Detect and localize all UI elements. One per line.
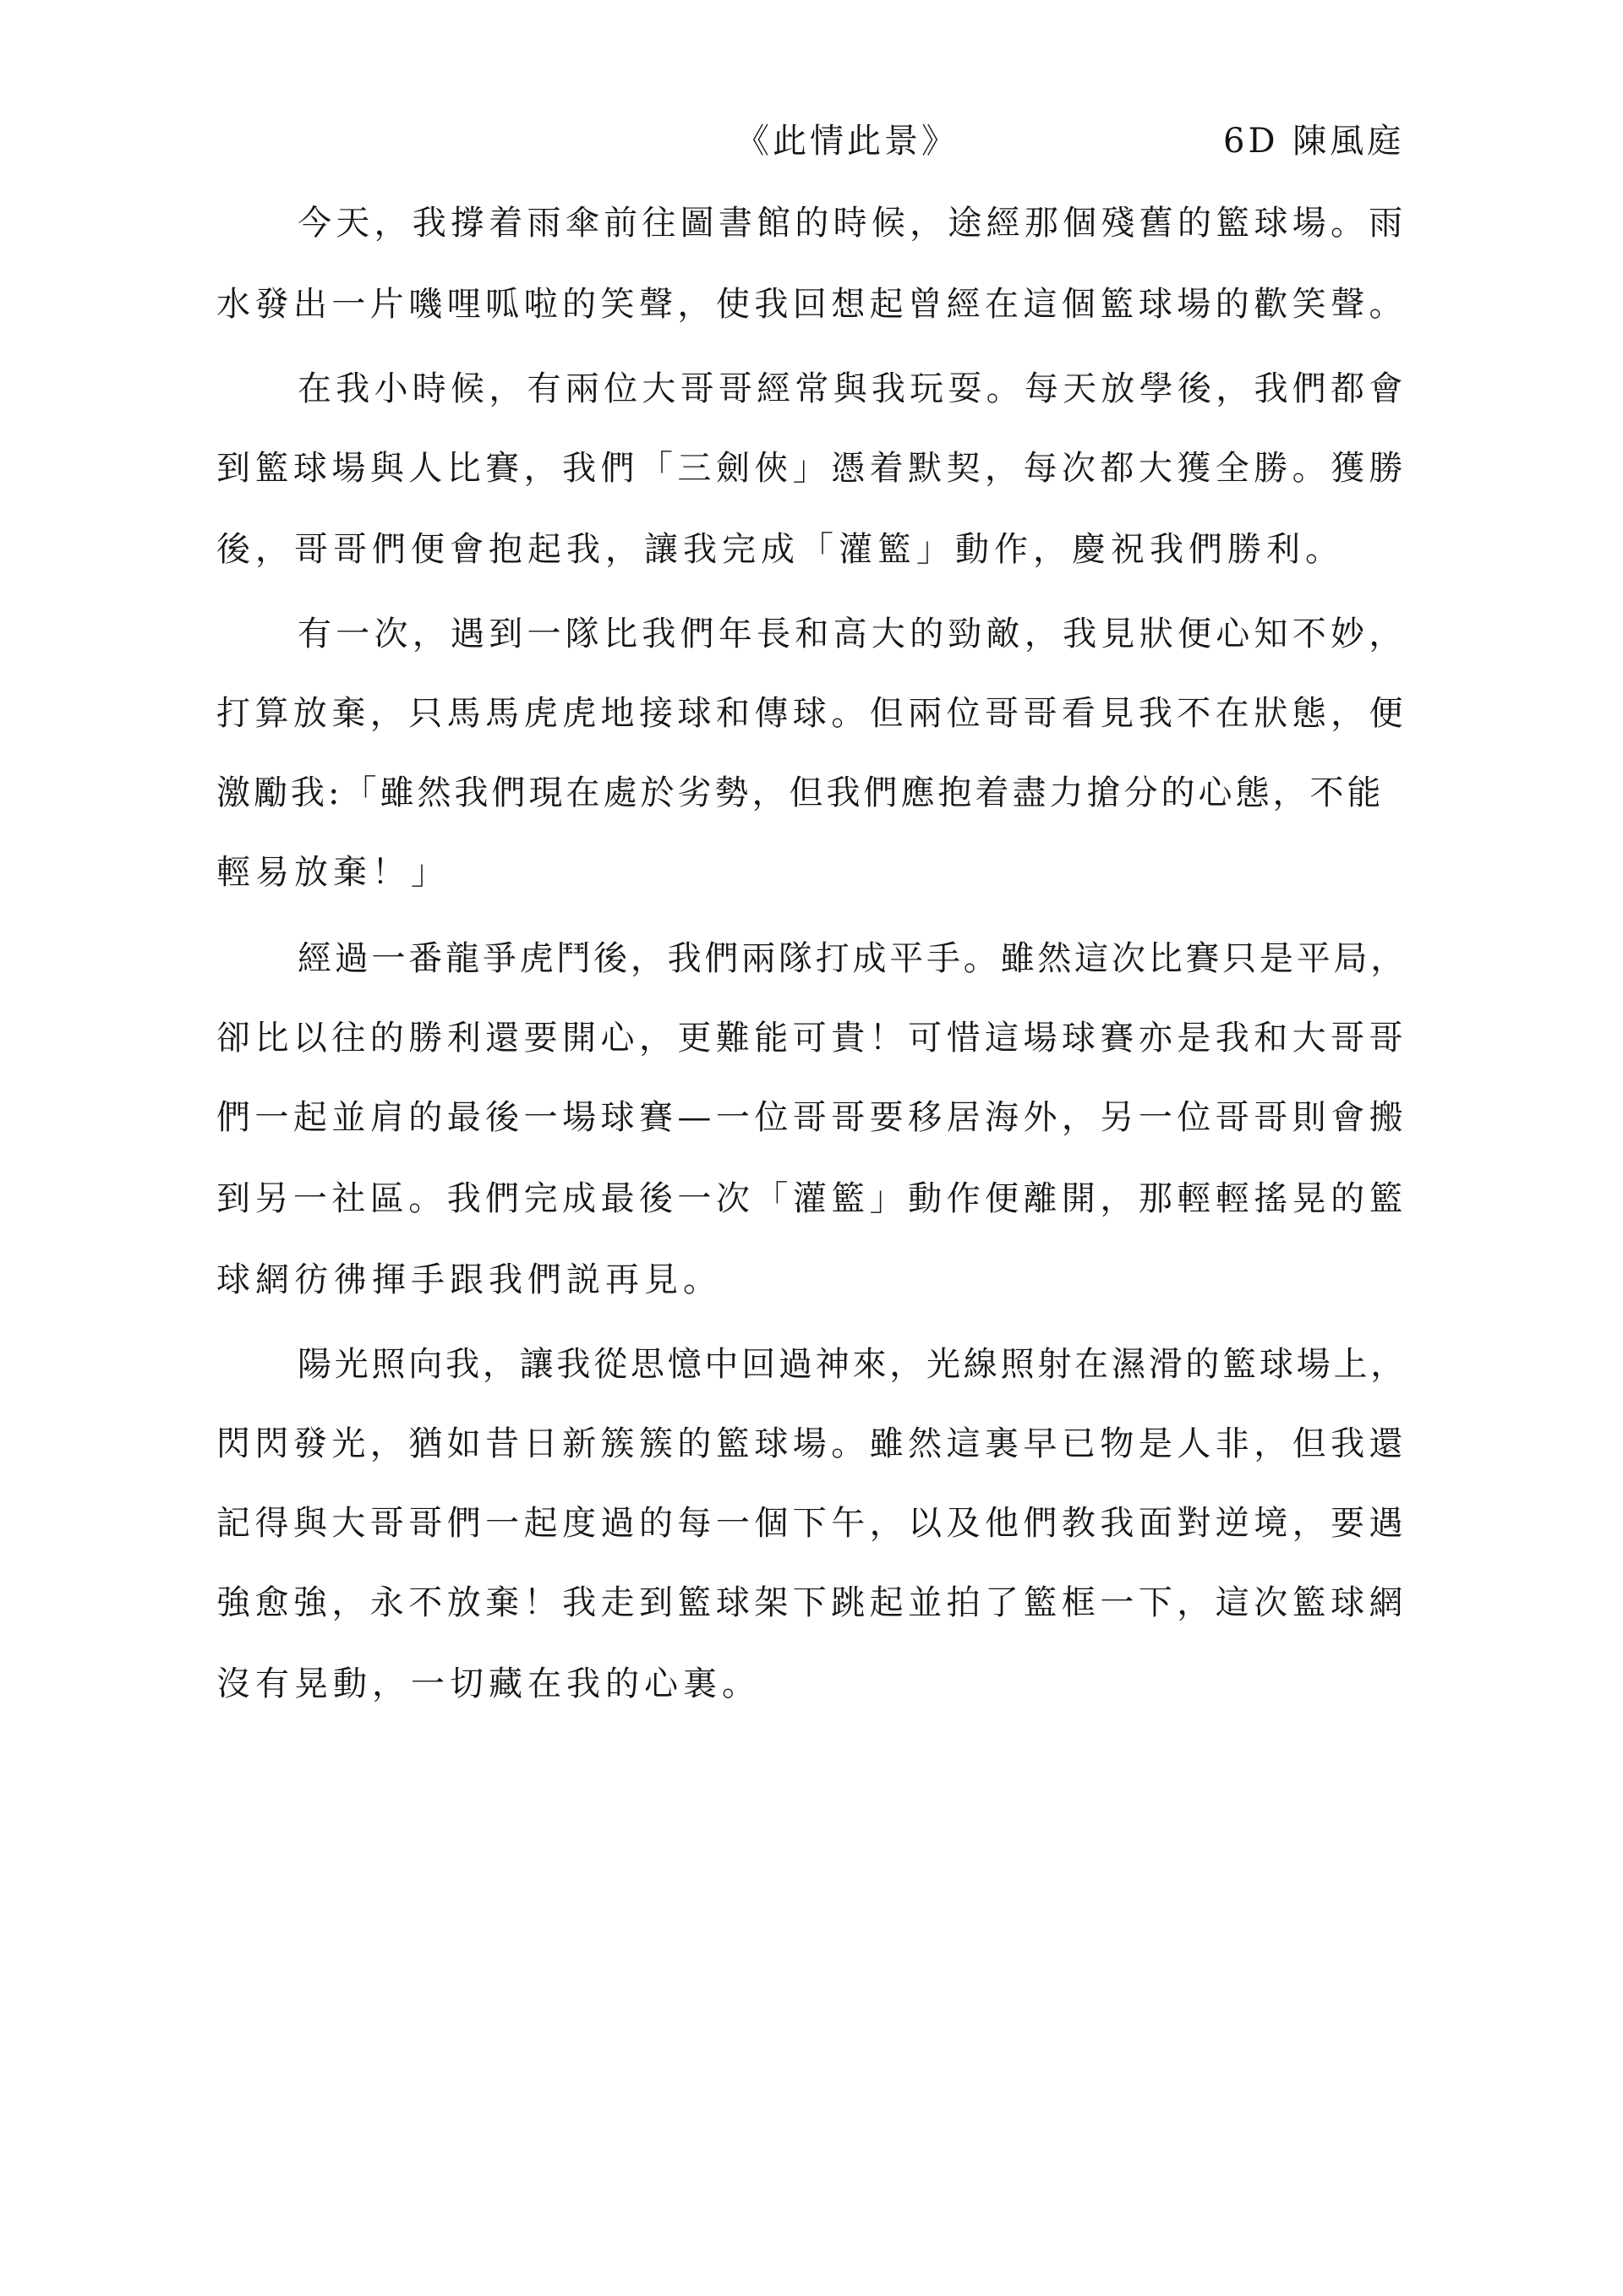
text-line — [0, 1091, 1623, 1175]
text-line — [0, 1172, 1623, 1256]
text-line — [0, 277, 1623, 362]
line-text: 今天，我撐着雨傘前往圖書館的時候，途經那個殘舊的籃球場。雨 — [298, 204, 1407, 243]
line-text: 在我小時候，有兩位大哥哥經常與我玩耍。每天放學後，我們都會 — [298, 369, 1407, 408]
text-line — [0, 1576, 1623, 1660]
line-text: 到另一社區。我們完成最後一次「灌籃」動作便離開，那輕輕搖晃的籃 — [216, 1179, 1407, 1218]
text-line — [0, 932, 1623, 1016]
line-text: 激勵我:「雖然我們現在處於劣勢，但我們應抱着盡力搶分的心態，不能 — [216, 774, 1385, 812]
text-line — [0, 766, 1623, 850]
text-line — [0, 1657, 1623, 1741]
line-text: 到籃球場與人比賽，我們「三劍俠」憑着默契，每次都大獲全勝。獲勝 — [216, 449, 1407, 488]
text-line — [0, 522, 1623, 607]
line-text: 強愈強，永不放棄！我走到籃球架下跳起並拍了籃框一下，這次籃球網 — [216, 1583, 1407, 1622]
text-line — [0, 607, 1623, 692]
text-line — [0, 845, 1623, 930]
text-line — [0, 1253, 1623, 1337]
text-line — [0, 196, 1623, 281]
text-line — [0, 1417, 1623, 1501]
line-text: 沒有晃動，一切藏在我的心裏。 — [216, 1665, 761, 1703]
line-text: 卻比以往的勝利還要開心，更難能可貴！可惜這場球賽亦是我和大哥哥 — [216, 1019, 1407, 1058]
line-text: 記得與大哥哥們一起度過的每一個下午，以及他們教我面對逆境，要遇 — [216, 1504, 1407, 1543]
line-text: 輕易放棄！」 — [216, 853, 450, 892]
text-line — [0, 362, 1623, 446]
text-line — [0, 686, 1623, 771]
text-line — [0, 1337, 1623, 1422]
line-text: 有一次，遇到一隊比我們年長和高大的勁敵，我見狀便心知不妙， — [298, 615, 1407, 653]
line-text: 們一起並肩的最後一場球賽—一位哥哥要移居海外，另一位哥哥則會搬 — [216, 1098, 1407, 1137]
author-line: 6D 陳風庭 — [1223, 122, 1405, 161]
line-text: 後，哥哥們便會抱起我，讓我完成「灌籃」動作，慶祝我們勝利。 — [216, 530, 1344, 569]
line-text: 經過一番龍爭虎鬥後，我們兩隊打成平手。雖然這次比賽只是平局， — [298, 939, 1407, 978]
text-line — [0, 1496, 1623, 1581]
essay-title: 《此情此景》 — [735, 122, 959, 161]
text-line — [0, 1011, 1623, 1096]
line-text: 水發出一片嘰哩呱啦的笑聲，使我回想起曾經在這個籃球場的歡笑聲。 — [216, 285, 1407, 324]
line-text: 陽光照向我，讓我從思憶中回過神來，光線照射在濕滑的籃球場上， — [298, 1345, 1407, 1384]
text-line — [0, 441, 1623, 526]
line-text: 球網彷彿揮手跟我們説再見。 — [216, 1260, 722, 1299]
line-text: 打算放棄，只馬馬虎虎地接球和傳球。但兩位哥哥看見我不在狀態，便 — [216, 694, 1407, 733]
line-text: 閃閃發光，猶如昔日新簇簇的籃球場。雖然這裏早已物是人非，但我還 — [216, 1424, 1407, 1463]
